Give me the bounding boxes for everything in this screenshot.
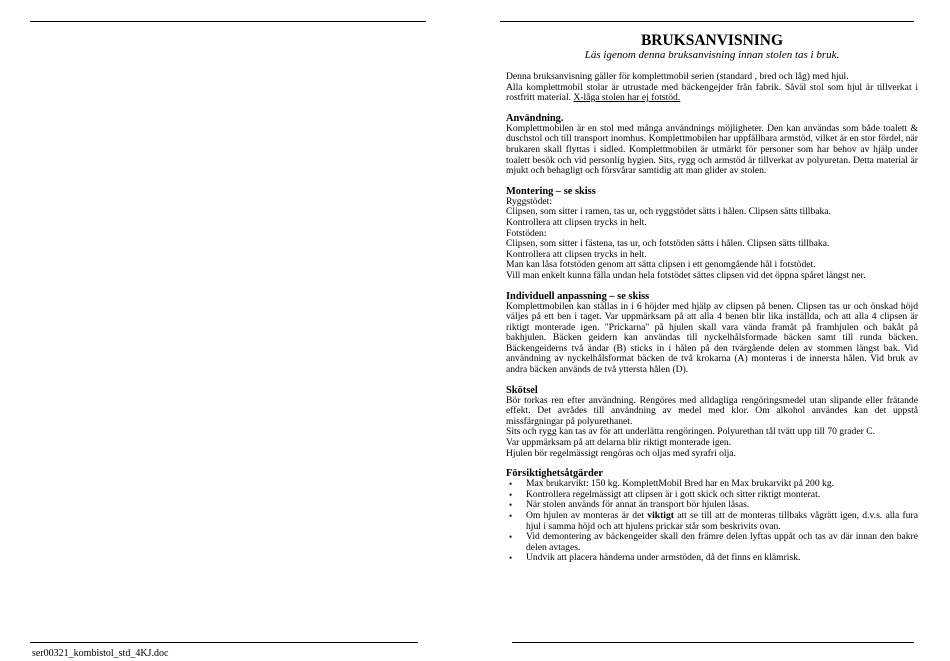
care-text-4: Hjulen bör regelmässigt rengöras och oljas med syrafri olja. xyxy=(506,447,736,459)
right-page-top-rule xyxy=(500,21,914,22)
bullet-icon: • xyxy=(509,532,513,543)
intro-section xyxy=(506,72,918,104)
list-item xyxy=(506,532,918,553)
safety-heading: Försiktighetsåtgärder xyxy=(506,468,603,480)
list-item-text: att se till att de monteras tillbaks vågrätt igen, d.v.s. alla fura hjul i samma höjd och att hjulens prickar står som beskrivits ovan. xyxy=(526,510,919,532)
mounting-line: Man kan låsa fotstöden genom att sätta clipsen i ett genomgående hål i fotstödet. xyxy=(506,259,816,271)
adjustment-heading: Individuell anpassning – se skiss xyxy=(506,290,650,302)
intro-line-1: Denna bruksanvisning gäller för komplettmobil serien (standard , bred och låg) med hjul. xyxy=(506,71,849,82)
adjustment-section xyxy=(506,291,918,376)
list-item-text: När stolen används för annat än transport bör hjulen låsas. xyxy=(526,499,750,511)
document-subtitle: Läs igenom denna bruksanvisning innan stolen tas i bruk. xyxy=(584,49,840,61)
bullet-icon: • xyxy=(509,553,513,564)
safety-list xyxy=(506,479,918,564)
left-page-top-rule xyxy=(30,21,426,22)
list-item xyxy=(506,511,918,532)
intro-line-2 xyxy=(506,83,918,104)
care-section xyxy=(506,385,918,460)
safety-section xyxy=(506,468,918,564)
usage-section xyxy=(506,113,918,177)
list-item-text: Vid demontering av bäckengeider skall den främre delen lyftas uppåt och tas av där innan den bakre delen avtages. xyxy=(526,531,918,553)
mounting-section xyxy=(506,186,918,282)
mounting-line: Vill man enkelt kunna fälla undan hela fotstödet sättes clipsen vid det öppna spåret längst ner. xyxy=(506,269,866,281)
bullet-icon: • xyxy=(509,511,513,521)
mounting-line: Fotstöden: xyxy=(506,227,547,239)
list-item-text: Kontrollera regelmässigt att clipsen är i gott skick och sitter riktigt monterat. xyxy=(526,488,821,500)
adjustment-text: Komplettmobilen kan ställas in i 6 höjder med hjälp av clipsen på benen. Clipsen tas ur och önskad höjd väljes på ett ben i taget. Var uppmärksam på att alla 4 benen blir lika inställda, och att alla 4 clipsen är riktigt monterade igen. "Prickarna" på hjulen skall vara vända framåt på framhjulen och bakåt på bakhjulen. Bäcken geidern kan användas till nyckelhålsformade bäcken samt till runda bäcken. Bäckengeiderns två ändar (B) sticks in i hålen på den tvärgående delen av stommen längst bak. Vid användning av nyckelhålsformat bäcken de två krokarna (A) monteras i de innersta hålen. Vid bruk av andra bäcken används de två yttersta hålen (D). xyxy=(506,300,918,376)
care-heading: Skötsel xyxy=(506,384,538,396)
usage-heading: Användning. xyxy=(506,112,564,124)
bullet-icon: • xyxy=(509,479,513,490)
list-item xyxy=(506,553,918,564)
bullet-icon: • xyxy=(509,489,513,500)
care-text-3: Var uppmärksam på att delarna blir riktigt monterade igen. xyxy=(506,437,732,449)
care-text-1: Bör torkas ren efter användning. Rengöres med alldagliga rengöringsmedel utan slipande eller frätande effekt. Det avrådes till användning av medel med klor. Om alkohol användes kan det uppstå missfärgningar på polyurethanet. xyxy=(506,394,918,427)
mounting-line: Clipsen, som sitter i fästena, tas ur, och fotstöden sätts i hålen. Clipsen sätts tillbaka. xyxy=(506,238,830,250)
mounting-line: Kontrollera att clipsen trycks in helt. xyxy=(506,216,647,228)
left-page-bottom-rule xyxy=(30,642,418,643)
mounting-line: Kontrollera att clipsen trycks in helt. xyxy=(506,248,647,260)
list-item-text: Max brukarvikt: 150 kg. KomplettMobil Bred har en Max brukarvikt på 200 kg. xyxy=(526,478,835,490)
document-title: BRUKSANVISNING xyxy=(640,32,784,49)
bullet-icon: • xyxy=(509,500,513,511)
right-page-bottom-rule xyxy=(512,642,914,643)
intro-line-2-text: Alla komplettmobil stolar är utrustade med bäckengejder från fabrik. Såväl stol som hjul är tillverkat i rostfritt material. xyxy=(506,81,918,104)
list-item-text: Om hjulen av monteras är det xyxy=(526,510,648,521)
intro-underlined-note: X-låga stolen har ej fotstöd. xyxy=(573,92,681,104)
mounting-line: Clipsen, som sitter i ramen, tas ur, och ryggstödet sätts i hålen. Clipsen sätts tillbaka. xyxy=(506,206,831,218)
list-item-text: Undvik att placera händerna under armstöden, då det finns en klämrisk. xyxy=(526,552,801,564)
usage-text: Komplettmobilen är en stol med många användnings möjligheter. Den kan användas som både toalett & duschstol och till transport inomhus. Komplettmobilen har uppfällbara armstöd, vilket är en stor fördel, när brukaren skall flyttas i sidled. Komplettmobilen är utmärkt för personer som har behov av hjälp under toalett besök och vid personlig hygien. Sits, rygg och armstöd är tillverkat av polyuretan. Detta material är mjukt och behagligt och försvårar samtidig att man glider av stolen. xyxy=(506,122,918,177)
mounting-heading: Montering – se skiss xyxy=(506,185,596,197)
mounting-line: Ryggstödet: xyxy=(506,195,552,207)
instruction-page xyxy=(506,33,918,564)
emphasis-text: viktigt xyxy=(647,510,674,521)
footer-filename: ser00321_kombistol_std_4KJ.doc xyxy=(32,648,169,659)
care-text-2: Sits och rygg kan tas av för att underlätta rengöringen. Polyurethan tål tvätt upp till 70 grader C. xyxy=(506,426,876,438)
